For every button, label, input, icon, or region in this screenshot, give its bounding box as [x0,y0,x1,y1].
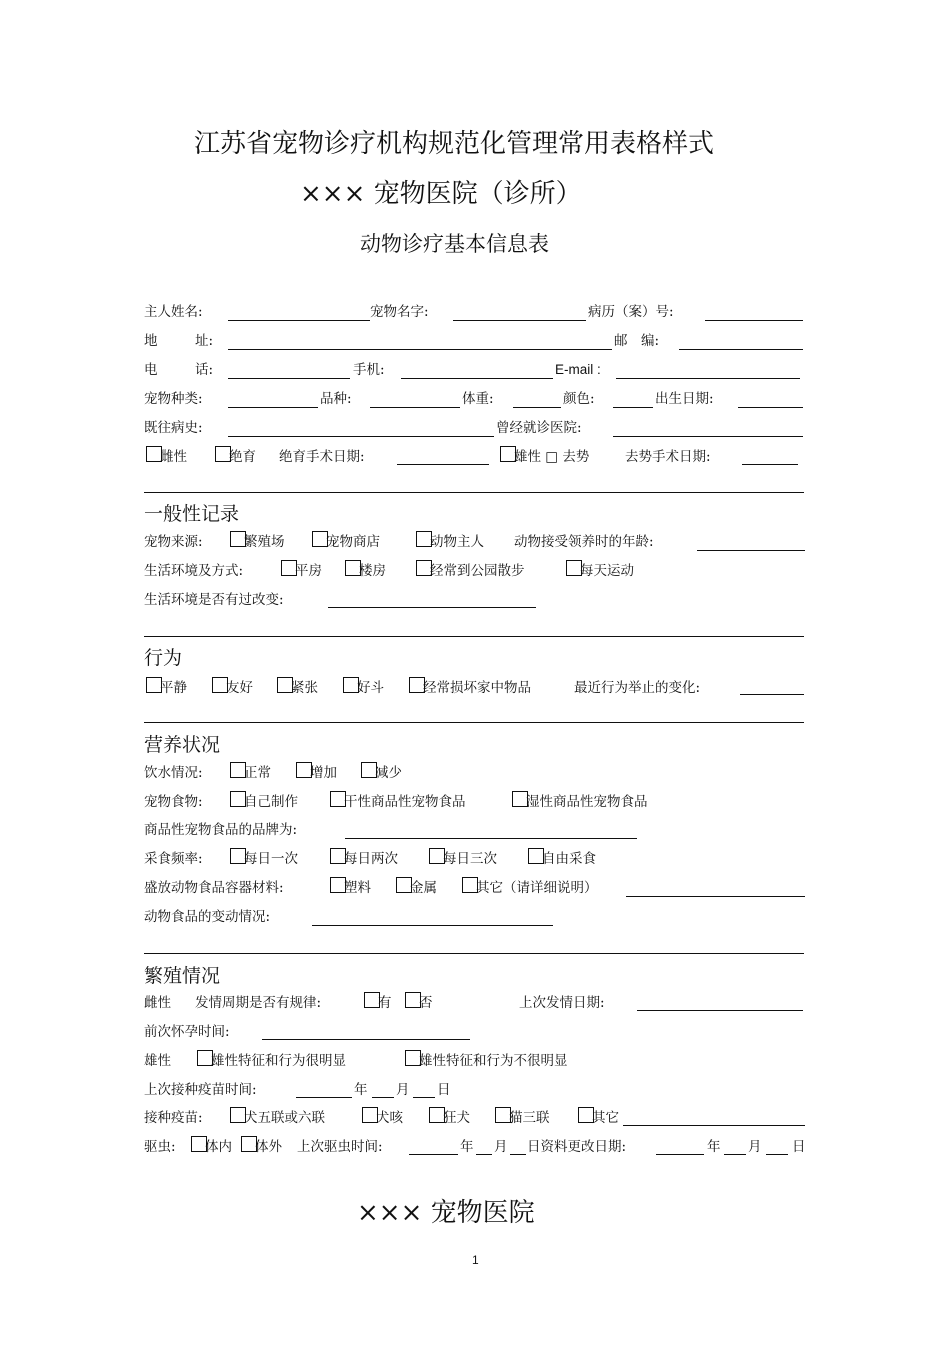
freq-thrice-label: 每日三次 [443,851,497,867]
phone-field[interactable] [228,378,350,379]
deworm-label: 驱虫: [144,1139,176,1155]
behavior-calm-label: 平静 [160,680,187,696]
behavior-destructive-label: 经常损坏家中物品 [423,680,531,696]
deworm-month-field[interactable] [476,1154,492,1155]
last-vacc-day-label: 日 [437,1082,451,1098]
update-year-field[interactable] [656,1154,704,1155]
food-wet-label: 湿性商品性宠物食品 [526,794,648,810]
vacc-kennel-cough-label: 犬咳 [376,1110,403,1126]
behavior-heading: 行为 [144,647,183,669]
postcode-label: 邮 编: [614,333,660,349]
nutrition-heading: 营养状况 [144,734,221,756]
general-heading: 一般性记录 [144,503,240,525]
breed-label: 品种: [320,391,352,407]
divider [144,953,804,954]
male-obvious-label: 雄性特征和行为很明显 [211,1053,346,1069]
freq-twice-label: 每日两次 [344,851,398,867]
last-deworm-label: 上次驱虫时间: [297,1139,383,1155]
history-field[interactable] [228,436,494,437]
adopt-age-label: 动物接受领养时的年龄: [514,534,654,550]
footer-hospital: ××× 宠物医院 [357,1198,535,1228]
male-unobvious-label: 雄性特征和行为不很明显 [419,1053,568,1069]
source-owner-label: 动物主人 [430,534,484,550]
vacc-feline-label: 猫三联 [509,1110,550,1126]
mobile-label: 手机: [353,362,385,378]
breed-female-label: 雌性 [144,995,171,1011]
behavior-friendly-label: 友好 [226,680,253,696]
address-field[interactable] [228,349,612,350]
vacc-label: 接种疫苗: [144,1110,203,1126]
weight-field[interactable] [513,407,561,408]
last-vacc-month-field[interactable] [372,1097,394,1098]
pet-name-label: 宠物名字: [370,304,429,320]
cycle-label: 发情周期是否有规律: [195,995,322,1011]
adopt-age-field[interactable] [697,550,805,551]
water-label: 饮水情况: [144,765,203,781]
last-estrus-field[interactable] [637,1010,803,1011]
hospital-name: ××× 宠物医院（诊所） [300,179,582,209]
email-field[interactable] [616,378,800,379]
last-preg-field[interactable] [262,1039,470,1040]
phone-label-2: 话: [195,362,214,378]
email-label: E-mail : [555,362,601,377]
male-castrated-label: 雄性 □ 去势 [514,449,590,465]
pet-name-field[interactable] [453,320,586,321]
deworm-day-field[interactable] [510,1154,526,1155]
castrate-date-field[interactable] [742,464,798,465]
last-vacc-month-label: 月 [396,1082,410,1098]
water-decrease-label: 减少 [375,765,402,781]
species-label: 宠物种类: [144,391,203,407]
sterilized-label: 绝育 [229,449,256,465]
vacc-dhpp-label: 犬五联或六联 [244,1110,325,1126]
update-date-label: 日资料更改日期: [527,1139,627,1155]
recent-change-field[interactable] [740,694,804,695]
behavior-aggressive-label: 好斗 [357,680,384,696]
env-bungalow-label: 平房 [295,563,322,579]
env-exercise-label: 每天运动 [580,563,634,579]
source-breeder-label: 繁殖场 [244,534,285,550]
deworm-year-label: 年 [460,1139,474,1155]
food-label: 宠物食物: [144,794,203,810]
freq-label: 采食频率: [144,851,203,867]
phone-label-1: 电 [144,362,158,378]
source-petshop-label: 宠物商店 [326,534,380,550]
vacc-other-label: 其它 [592,1110,619,1126]
female-label: 雌性 [160,449,187,465]
vacc-other-field[interactable] [623,1125,805,1126]
last-vacc-year-label: 年 [354,1082,368,1098]
update-month-field[interactable] [724,1154,746,1155]
breeding-heading: 繁殖情况 [144,965,221,987]
food-change-label: 动物食品的变动情况: [144,909,271,925]
brand-label: 商品性宠物食品的品牌为: [144,822,298,838]
last-vacc-label: 上次接种疫苗时间: [144,1082,257,1098]
last-estrus-label: 上次发情日期: [519,995,605,1011]
prev-hospital-field[interactable] [613,436,803,437]
species-field[interactable] [228,407,318,408]
birthdate-label: 出生日期: [655,391,714,407]
update-day-label: 日 [792,1139,806,1155]
update-year-label: 年 [707,1139,721,1155]
container-plastic-label: 塑料 [344,880,371,896]
brand-field[interactable] [345,838,637,839]
sterile-date-field[interactable] [397,464,489,465]
last-vacc-year-field[interactable] [296,1097,352,1098]
mobile-field[interactable] [401,378,553,379]
freq-free-label: 自由采食 [542,851,596,867]
food-homemade-label: 自己制作 [244,794,298,810]
freq-once-label: 每日一次 [244,851,298,867]
deworm-year-field[interactable] [409,1154,458,1155]
env-label: 生活环境及方式: [144,563,244,579]
vacc-rabies-label: 狂犬 [443,1110,470,1126]
water-increase-label: 增加 [310,765,337,781]
document-title: 江苏省宠物诊疗机构规范化管理常用表格样式 [194,129,715,159]
owner-name-field[interactable] [228,320,370,321]
env-building-label: 楼房 [359,563,386,579]
update-month-label: 月 [748,1139,762,1155]
container-other-label: 其它（请详细说明） [476,880,598,896]
divider [144,722,804,723]
food-change-field[interactable] [312,925,553,926]
postcode-field[interactable] [679,349,803,350]
behavior-nervous-label: 紧张 [291,680,318,696]
container-metal-label: 金属 [410,880,437,896]
container-other-field[interactable] [626,896,805,897]
weight-label: 体重: [462,391,494,407]
owner-name-label: 主人姓名: [144,304,203,320]
env-park-label: 经常到公园散步 [430,563,525,579]
deworm-external-label: 体外 [255,1139,282,1155]
form-subtitle: 动物诊疗基本信息表 [360,232,549,256]
container-label: 盛放动物食品容器材料: [144,880,284,896]
source-label: 宠物来源: [144,534,203,550]
cycle-no-label: 否 [419,995,433,1011]
recent-change-label: 最近行为举止的变化: [574,680,701,696]
address-label-2: 址: [195,333,214,349]
color-field[interactable] [613,407,653,408]
record-no-field[interactable] [705,320,803,321]
address-label-1: 地 [144,333,158,349]
color-label: 颜色: [563,391,595,407]
sterile-date-label: 绝育手术日期: [279,449,365,465]
deworm-month-label: 月 [494,1139,508,1155]
env-change-field[interactable] [328,607,536,608]
breed-male-label: 雄性 [144,1053,171,1069]
birthdate-field[interactable] [738,407,803,408]
divider [144,492,804,493]
prev-hospital-label: 曾经就诊医院: [496,420,582,436]
water-normal-label: 正常 [244,765,271,781]
deworm-internal-label: 体内 [205,1139,232,1155]
last-vacc-day-field[interactable] [413,1097,435,1098]
food-dry-label: 干性商品性宠物食品 [344,794,466,810]
cycle-yes-label: 有 [378,995,392,1011]
divider [144,636,804,637]
history-label: 既往病史: [144,420,203,436]
breed-field[interactable] [370,407,460,408]
last-preg-label: 前次怀孕时间: [144,1024,230,1040]
page-number: 1 [472,1253,479,1267]
env-change-label: 生活环境是否有过改变: [144,592,284,608]
castrate-date-label: 去势手术日期: [625,449,711,465]
record-no-label: 病历（案）号: [588,304,674,320]
update-day-field[interactable] [766,1154,788,1155]
